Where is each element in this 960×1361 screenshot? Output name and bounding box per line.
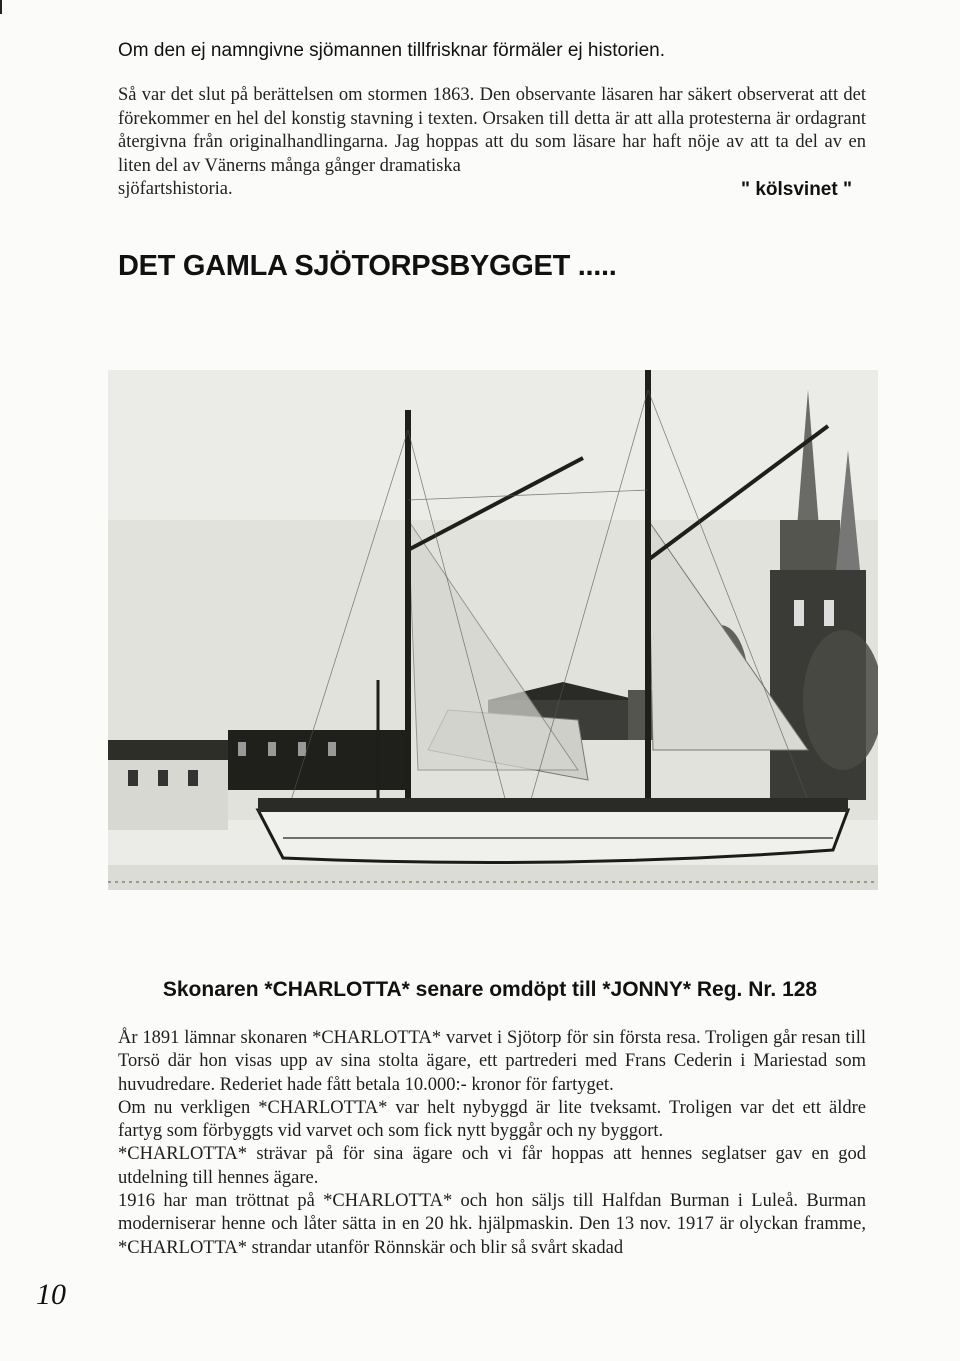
body-text: [118, 1027, 866, 1260]
signature-line: [118, 178, 866, 202]
intro-paragraph: [118, 84, 866, 202]
intro-text: Så var det slut på berättelsen om stormen 1863. Den observante läsaren har säkert observerat att det förekommer en hel del konstig stavning i texten. Orsaken till detta är att alla protesterna är ordagrant återgivna från originalhandlingarna. Jag hoppas att du som läsare har haft nöje av att ta del av en liten del av Vänerns många gånger dramatiska: [118, 85, 866, 176]
lead-sentence: Om den ej namngivne sjömannen tillfrisknar förmäler ej historien.: [118, 40, 666, 61]
margin-mark: [0, 0, 2, 14]
ship-hull: [258, 798, 848, 863]
photo-caption: [0, 978, 960, 1002]
body-paragraph: Om nu verkligen *CHARLOTTA* var helt nybyggd är lite tveksamt. Troligen var det ett äldre fartyg som förbyggts vid varvet och som fick nytt byggår och ny byggort.: [118, 1097, 866, 1142]
intro-last-word: sjöfartshistoria.: [118, 179, 233, 199]
body-paragraph: 1916 har man tröttnat på *CHARLOTTA* och hon säljs till Halfdan Burman i Luleå. Burman moderniserar henne och låter sätta in en 20 hk. hjälpmaskin. Den 13 nov. 1917 är olyckan framme, *CHARLOTTA* strandar utanför Rönnskär och blir så svårt skadad: [118, 1191, 866, 1258]
schooner-photo: [108, 370, 878, 890]
page-number: 10: [36, 1278, 66, 1311]
body-paragraph: *CHARLOTTA* strävar på för sina ägare och vi får hoppas att hennes seglatser gav en god utdelning till hennes ägare.: [118, 1144, 866, 1188]
author-signature: " kölsvinet ": [741, 179, 852, 200]
caption-text: Skonaren *CHARLOTTA* senare omdöpt till *JONNY* Reg. Nr. 128: [162, 978, 818, 1001]
section-heading: DET GAMLA SJÖTORPSBYGGET .....: [118, 250, 617, 282]
body-paragraph: År 1891 lämnar skonaren *CHARLOTTA* varvet i Sjötorp för sin första resa. Troligen går resan till Torsö där hon visas upp av sina stolta ägare, ett partrederi med Frans Cederin i Mariestad som huvudredare. Rederiet hade fått betala 10.000:- kronor för fartyget.: [118, 1028, 866, 1095]
